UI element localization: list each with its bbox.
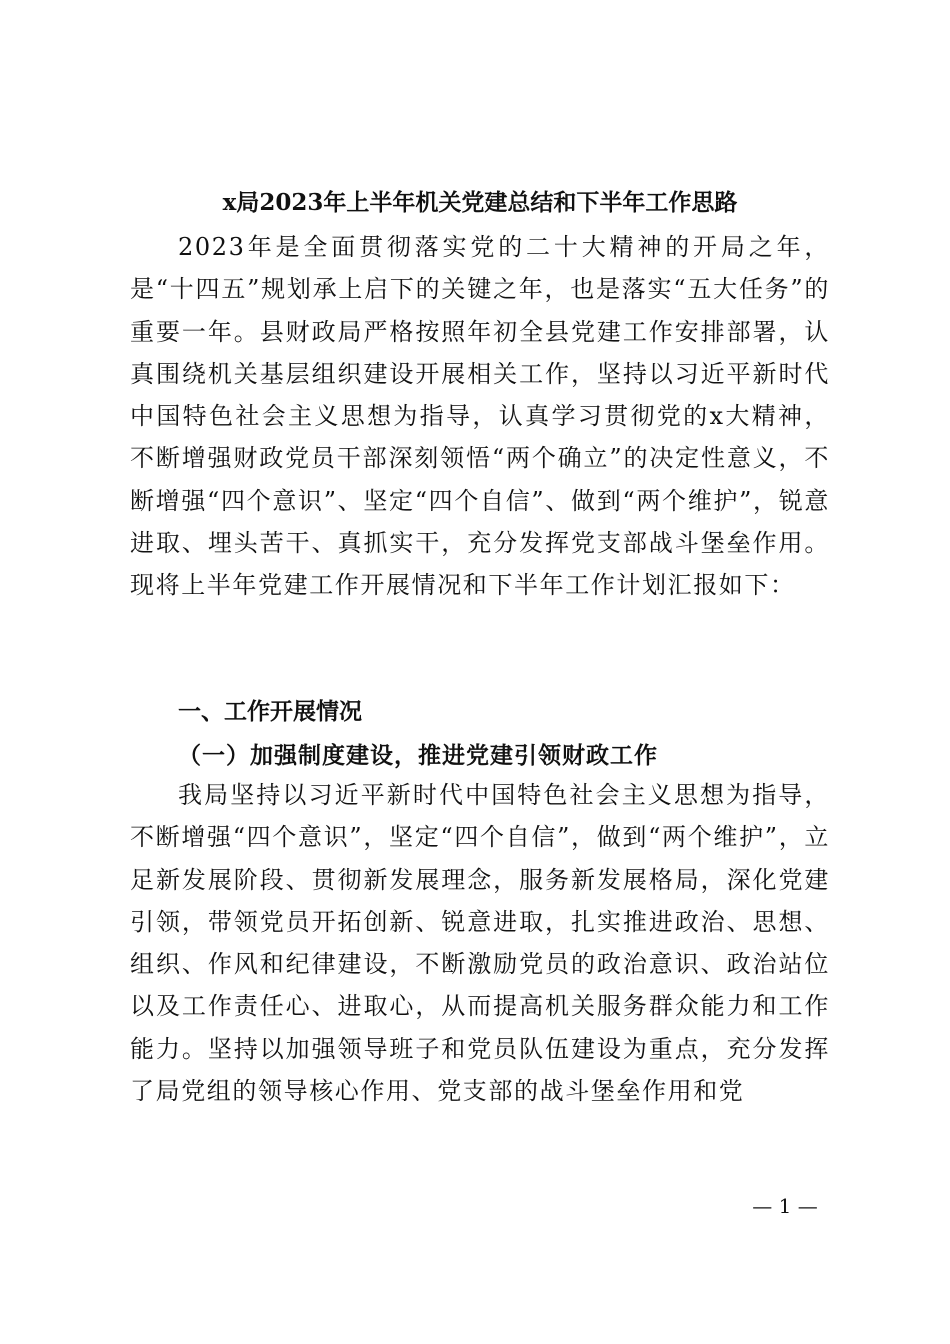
document-title: x局2023年上半年机关党建总结和下半年工作思路 xyxy=(222,189,738,216)
section-paragraph: 我局坚持以习近平新时代中国特色社会主义思想为指导，不断增强“四个意识”，坚定“四个自信”，做到“两个维护”，立足新发展阶段、贯彻新发展理念，服务新发展格局，深化党建引领，带领党员开拓创新、锐意进取，扎实推进政治、思想、组织、作风和纪律建设，不断激励党员的政治意识、政治站位以及工作责任心、进取心，从而提高机关服务群众能力和工作能力。坚持以加强领导班子和党员队伍建设为重点，充分发挥了局党组的领导核心作用、党支部的战斗堡垒作用和党 xyxy=(130,781,830,1106)
section-heading: 一、工作开展情况 xyxy=(178,699,362,725)
intro-paragraph: 2023年是全面贯彻落实党的二十大精神的开局之年，是“十四五”规划承上启下的关键之年，也是落实“五大任务”的重要一年。县财政局严格按照年初全县党建工作安排部署，认真围绕机关基层组织建设开展相关工作，坚持以习近平新时代中国特色社会主义思想为指导，认真学习贯彻党的x大精神，不断增强财政党员干部深刻领悟“两个确立”的决定性意义，不断增强“四个意识”、坚定“四个自信”、做到“两个维护”，锐意进取、埋头苦干、真抓实干，充分发挥党支部战斗堡垒作用。现将上半年党建工作开展情况和下半年工作计划汇报如下： xyxy=(130,233,830,600)
page-number: — 1 — xyxy=(752,1194,818,1218)
subsection-heading: （一）加强制度建设，推进党建引领财政工作 xyxy=(178,742,658,769)
